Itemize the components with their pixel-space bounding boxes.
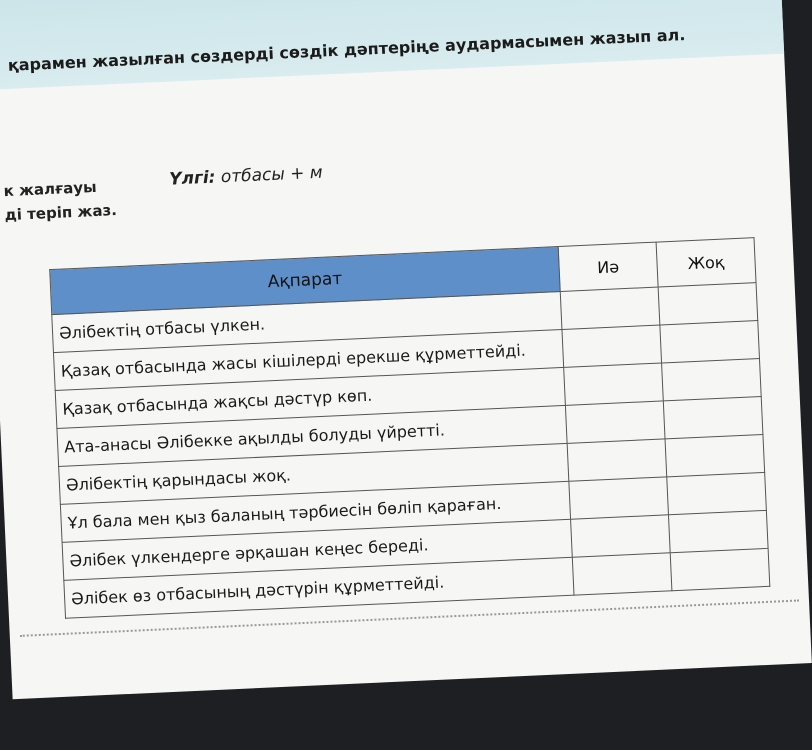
statement-cell: Әлібектің отбасы үлкен. [52,291,562,352]
yes-cell[interactable] [572,553,672,595]
no-cell[interactable] [667,472,767,514]
task-text [3,174,117,227]
top-strip-text [0,0,200,1]
statement-cell: Ата-анасы Әлібекке ақылды болуды үйретті. [57,405,567,466]
example-text: отбасы + м [220,162,324,188]
yes-cell[interactable] [567,439,667,481]
no-cell[interactable] [668,510,768,552]
no-cell[interactable] [658,283,758,325]
instruction-text: қарамен жазылған сөздерді сөздік дәптеріңе аудармасымен жазып ал. [7,25,686,75]
example [169,163,323,190]
statement-cell: Қазақ отбасында жасы кішілерді ерекше құрметтейді. [53,329,563,390]
example-label: Үлгі: [168,167,216,190]
statement-cell: Әлібек өз отбасының дәстүрін құрметтейді. [64,557,574,618]
yes-cell[interactable] [560,287,660,329]
task-line-2: ді теріп жаз. [4,201,118,225]
yes-cell[interactable] [564,363,664,405]
task-line-1: к жалғауы [3,177,97,201]
statement-cell: Әлібек үлкендерге әрқашан кеңес береді. [62,519,572,580]
yes-cell[interactable] [565,401,665,443]
yes-cell[interactable] [562,325,662,367]
header-banner [0,0,784,90]
no-cell[interactable] [663,396,763,438]
no-cell[interactable] [665,434,765,476]
yes-cell[interactable] [569,477,669,519]
no-cell[interactable] [662,359,762,401]
true-false-table [49,237,770,619]
no-cell[interactable] [670,548,770,590]
no-cell[interactable] [660,321,760,363]
statement-cell: Ұл бала мен қыз баланың тәрбиесін бөліп қараған. [60,481,570,542]
header-no: Жоқ [656,238,756,287]
statement-cell: Әлібектің қарындасы жоқ. [59,443,569,504]
statement-cell: Қазақ отбасында жақсы дәстүр көп. [55,367,565,428]
header-yes: Иә [558,242,658,291]
yes-cell[interactable] [571,515,671,557]
header-info: Ақпарат [50,247,561,315]
